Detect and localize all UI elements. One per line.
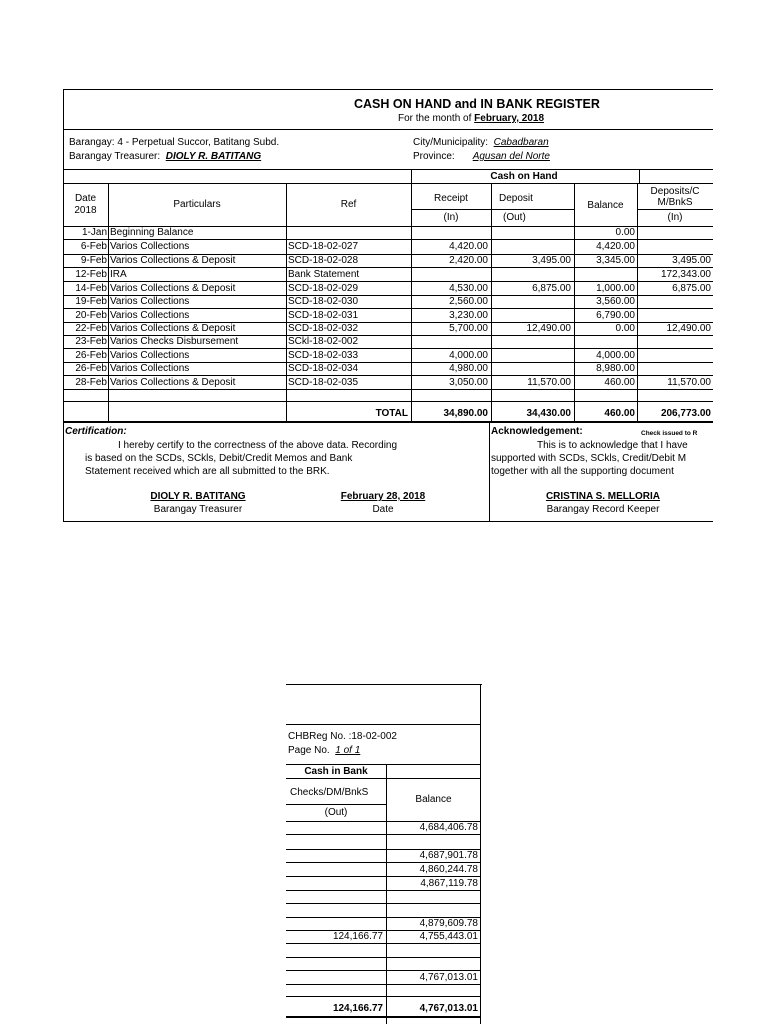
acknowledgement-line-1: This is to acknowledge that I have (537, 440, 688, 451)
certification-date: February 28, 2018 (340, 491, 426, 502)
record-keeper-title: Barangay Record Keeper (546, 504, 660, 515)
acknowledgement-line-2: supported with SCDs, SCkls, Credit/Debit M (491, 453, 687, 464)
row-bank-balance: 4,755,443.01 (419, 931, 478, 942)
certification-line-3: Statement received which are all submitted to the BRK. (85, 466, 330, 477)
deposits-cm-header-2: M/BnkS (657, 197, 693, 208)
row-bank-balance: 4,867,119.78 (420, 878, 478, 889)
row-balance: 4,420.00 (596, 241, 635, 252)
record-keeper-signatory: CRISTINA S. MELLORIA (545, 491, 661, 502)
deposits-cm-header-1: Deposits/C (650, 186, 700, 197)
certification-heading: Certification: (65, 426, 127, 437)
row-deposit: 11,570.00 (527, 377, 571, 388)
row-ref: Bank Statement (288, 269, 360, 280)
receipt-header: Receipt (434, 193, 468, 204)
row-receipt: 3,050.00 (449, 377, 488, 388)
row-balance: 460.00 (604, 377, 635, 388)
row-receipt: 4,000.00 (449, 350, 488, 361)
treasurer-info: Barangay Treasurer: DIOLY R. BATITANG (69, 151, 262, 162)
row-particulars: Varios Collections (110, 350, 190, 361)
row-deposits-cm: 11,570.00 (667, 377, 711, 388)
certification-line-2: is based on the SCDs, SCkls, Debit/Credit Memos and Bank (85, 453, 353, 464)
row-balance: 4,000.00 (596, 350, 635, 361)
row-bank-balance: 4,684,406.78 (419, 822, 478, 833)
total-label: TOTAL (375, 408, 408, 419)
chbreg-number: CHBReg No. :18-02-002 (288, 731, 397, 742)
row-particulars: Varios Collections (110, 241, 190, 252)
row-date: 9-Feb (80, 255, 107, 266)
deposit-header: Deposit (499, 193, 533, 204)
cash-in-bank-header: Cash in Bank (304, 766, 368, 777)
row-deposits-cm: 172,343.00 (660, 269, 711, 280)
certification-line-1: I hereby certify to the correctness of the above data. Recording (118, 440, 398, 451)
row-bank-balance: 4,860,244.78 (419, 864, 478, 875)
row-date: 1-Jan (81, 227, 107, 238)
row-receipt: 4,420.00 (449, 241, 488, 252)
ref-header: Ref (340, 199, 357, 210)
row-ref: SCD-18-02-034 (288, 363, 359, 374)
register-month: For the month of February, 2018 (398, 113, 545, 124)
acknowledgement-note: Check issued to R (641, 430, 698, 437)
row-ref: SCD-18-02-031 (288, 310, 359, 321)
total-deposit: 34,430.00 (526, 408, 571, 419)
total-deposits-cm: 206,773.00 (660, 408, 711, 419)
row-particulars: IRA (110, 269, 127, 280)
row-particulars: Varios Collections & Deposit (110, 255, 236, 266)
page-number: Page No. 1 of 1 (288, 745, 361, 756)
row-ref: SCD-18-02-030 (288, 296, 359, 307)
acknowledgement-line-3: together with all the supporting document (491, 466, 674, 477)
barangay-info: Barangay: 4 - Perpetual Succor, Batitang Subd. (69, 137, 280, 148)
register-sheet-right (286, 684, 482, 1024)
row-bank-balance: 4,767,013.01 (419, 972, 478, 983)
row-bank-balance: 4,687,901.78 (419, 850, 478, 861)
province-info: Province: Agusan del Norte (413, 151, 550, 162)
row-ref: SCD-18-02-029 (288, 283, 359, 294)
row-receipt: 2,420.00 (449, 255, 488, 266)
row-date: 12-Feb (75, 269, 107, 280)
row-particulars: Varios Collections (110, 310, 190, 321)
cash-on-hand-header: Cash on Hand (490, 171, 558, 182)
row-deposits-cm: 12,490.00 (666, 323, 711, 334)
row-ref: SCD-18-02-032 (288, 323, 359, 334)
register-sheet-left (63, 89, 713, 522)
certification-date-label: Date (372, 504, 394, 515)
city-info: City/Municipality: Cabadbaran (413, 137, 549, 148)
particulars-header: Particulars (173, 199, 221, 210)
row-particulars: Varios Checks Disbursement (110, 336, 239, 347)
row-particulars: Beginning Balance (110, 227, 194, 238)
row-date: 26-Feb (75, 350, 107, 361)
receipt-sub-header: (In) (443, 212, 459, 223)
row-balance: 0.00 (615, 323, 635, 334)
row-ref: SCkl-18-02-002 (288, 336, 359, 347)
treasurer-signatory: DIOLY R. BATITANG (150, 491, 246, 502)
row-receipt: 4,980.00 (449, 363, 488, 374)
total-checks: 124,166.77 (332, 1003, 383, 1014)
row-balance: 8,980.00 (596, 363, 635, 374)
row-balance: 0.00 (615, 227, 635, 238)
row-receipt: 3,230.00 (449, 310, 488, 321)
row-date: 19-Feb (75, 296, 107, 307)
row-particulars: Varios Collections & Deposit (110, 377, 236, 388)
row-balance: 6,790.00 (596, 310, 635, 321)
row-date: 6-Feb (80, 241, 107, 252)
row-deposit: 12,490.00 (526, 323, 571, 334)
row-receipt: 5,700.00 (449, 323, 488, 334)
balance-header: Balance (587, 200, 624, 211)
row-receipt: 2,560.00 (449, 296, 488, 307)
row-date: 28-Feb (75, 377, 107, 388)
bank-balance-header: Balance (415, 794, 452, 805)
row-deposit: 6,875.00 (532, 283, 571, 294)
checks-dm-header: Checks/DM/BnkS (290, 787, 369, 798)
row-ref: SCD-18-02-033 (288, 350, 359, 361)
row-date: 14-Feb (75, 283, 107, 294)
row-date: 22-Feb (75, 323, 107, 334)
row-deposits-cm: 3,495.00 (672, 255, 711, 266)
row-balance: 3,345.00 (596, 255, 635, 266)
row-date: 23-Feb (75, 336, 107, 347)
checks-dm-sub-header: (Out) (324, 807, 348, 818)
deposit-sub-header: (Out) (503, 212, 526, 223)
acknowledgement-heading: Acknowledgement: (491, 426, 583, 437)
row-balance: 3,560.00 (596, 296, 635, 307)
row-date: 20-Feb (75, 310, 107, 321)
row-receipt: 4,530.00 (449, 283, 488, 294)
row-ref: SCD-18-02-028 (288, 255, 359, 266)
row-particulars: Varios Collections (110, 296, 190, 307)
year-header: 2018 (74, 205, 97, 216)
row-date: 26-Feb (75, 363, 107, 374)
row-particulars: Varios Collections & Deposit (110, 283, 236, 294)
total-bank-balance: 4,767,013.01 (419, 1003, 478, 1014)
row-ref: SCD-18-02-027 (288, 241, 359, 252)
date-header: Date (74, 193, 97, 204)
treasurer-title: Barangay Treasurer (153, 504, 243, 515)
row-bank-balance: 4,879,609.78 (419, 918, 478, 929)
total-balance: 460.00 (604, 408, 635, 419)
row-ref: SCD-18-02-035 (288, 377, 359, 388)
row-particulars: Varios Collections & Deposit (110, 323, 236, 334)
row-deposits-cm: 6,875.00 (672, 283, 711, 294)
register-title: CASH ON HAND and IN BANK REGISTER (354, 97, 600, 111)
total-receipt: 34,890.00 (443, 408, 488, 419)
row-checks: 124,166.77 (332, 931, 383, 942)
row-balance: 1,000.00 (596, 283, 635, 294)
row-deposit: 3,495.00 (532, 255, 571, 266)
deposits-cm-sub-header: (In) (667, 212, 683, 223)
row-particulars: Varios Collections (110, 363, 190, 374)
